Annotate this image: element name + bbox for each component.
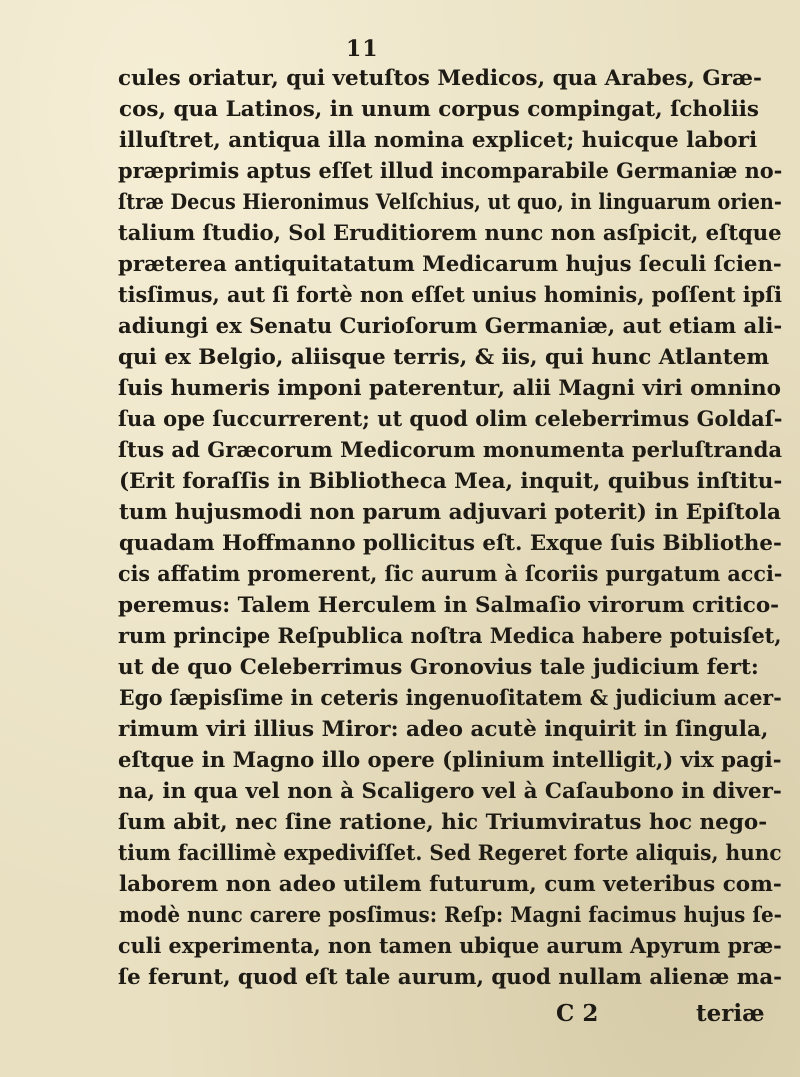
text-line-29: culi experimenta, non tamen ubique aurum Apyrum præ- [118,934,782,959]
text-line-5: ſtræ Decus Hieronimus Velſchius, ut quo, in linguarum orien- [118,190,782,215]
text-line-24: na, in qua vel non à Scaligero vel à Caſaubono in diver- [118,779,782,804]
text-line-18: peremus: Talem Herculem in Salmaſio virorum critico- [118,593,780,618]
text-line-30: ſe ferunt, quod eſt tale aurum, quod nullam alienæ ma- [118,965,783,990]
text-line-12: ſua ope ſuccurrerent; ut quod olim celeberrimus Goldaſ- [118,407,783,432]
text-line-22: rimum viri illius Miror: adeo acutè inquirit in ſingula, [118,717,769,742]
text-line-7: præterea antiquitatatum Medicarum hujus ſeculi ſcien- [118,252,782,277]
text-line-28: modè nunc carere posſimus: Reſp: Magni facimus hujus ſe- [119,903,782,928]
text-line-26: tium facillimè expediviſſet. Sed Regeret forte aliquis, hunc [118,841,782,866]
page-number: 11 [346,36,379,62]
text-line-15: tum hujusmodi non parum adjuvari poterit) in Epiſtola [119,500,781,525]
text-line-13: ſtus ad Græcorum Medicorum monumenta perluſtranda [118,438,783,463]
text-line-11: ſuis humeris imponi paterentur, alii Magni viri omnino [118,376,781,401]
text-line-16: quadam Hoffmanno pollicitus eſt. Exque ſuis Bibliothe- [119,531,782,556]
text-line-20: ut de quo Celeberrimus Gronovius tale judicium fert: [118,655,759,680]
text-line-23: eſtque in Magno illo opere (plinium intelligit,) vix pagi- [118,748,782,773]
signature-mark: C 2 [556,1000,599,1027]
text-line-4: præprimis aptus eſſet illud incomparabile Germaniæ no- [118,159,783,184]
text-line-14: (Erit foraſſis in Bibliotheca Mea, inquit, quibus inſtitu- [119,469,783,494]
text-line-17: cis affatim promerent, ſic aurum à ſcoriis purgatum acci- [118,562,783,587]
text-line-3: illuſtret, antiqua illa nomina explicet; huicque labori [119,128,758,153]
text-line-9: adiungi ex Senatu Curioſorum Germaniæ, aut etiam ali- [118,314,783,339]
text-line-8: tisſimus, aut ſi fortè non eſſet unius hominis, poſſent ipſi [118,283,782,308]
text-line-21: Ego ſæpisſime in ceteris ingenuoſitatem & judicium acer- [119,686,782,711]
text-line-1: cules oriatur, qui vetuſtos Medicos, qua Arabes, Græ- [118,66,762,91]
text-line-25: ſum abit, nec ſine ratione, hic Triumviratus hoc nego- [118,810,768,835]
text-line-6: talium ſtudio, Sol Eruditiorem nunc non asſpicit, eſtque [118,221,782,246]
text-line-19: rum principe Reſpublica noſtra Medica habere potuisſet, [118,624,782,649]
text-line-10: qui ex Belgio, aliisque terris, & iis, qui hunc Atlantem [118,345,770,370]
text-line-27: laborem non adeo utilem futurum, cum veteribus com- [119,872,782,897]
text-line-2: cos, qua Latinos, in unum corpus compingat, ſcholiis [119,97,760,122]
catchword: teriæ [696,1000,765,1027]
